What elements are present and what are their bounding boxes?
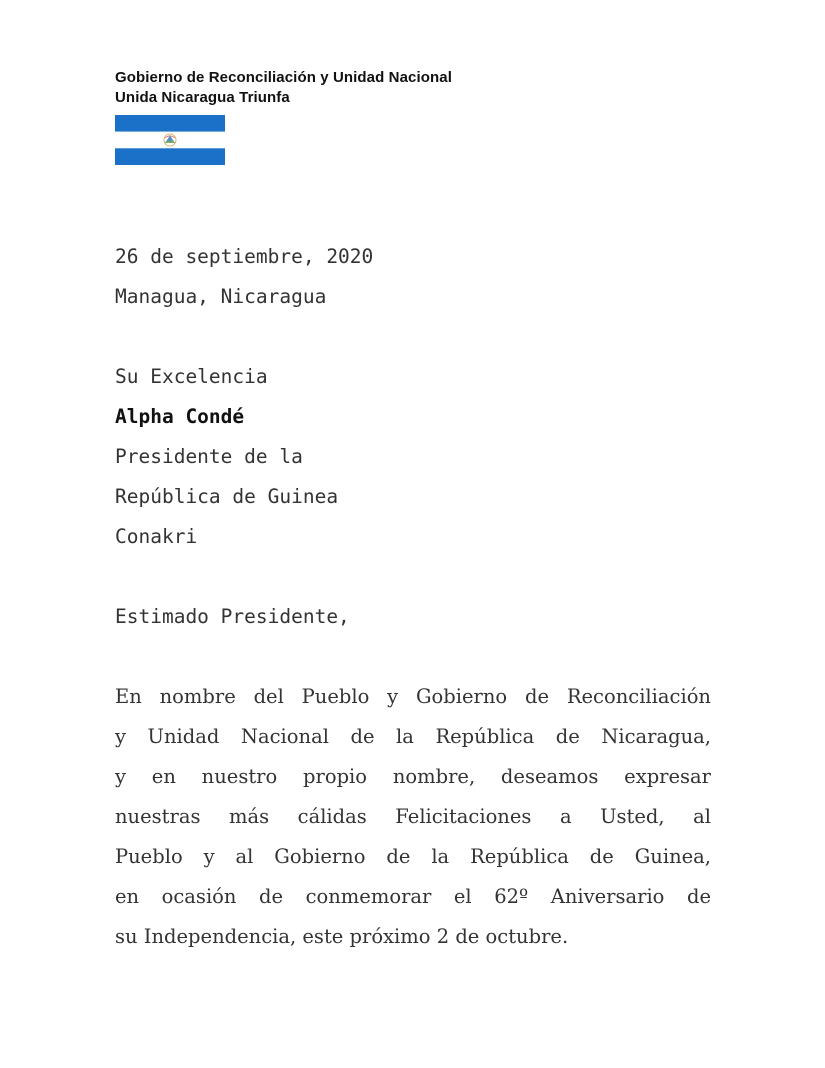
body-line: nuestras más cálidas Felicitaciones a Usted, al — [115, 805, 711, 828]
recipient-title: Su Excelencia — [115, 365, 268, 388]
recipient-position-line2: República de Guinea — [115, 485, 339, 508]
body-line: y Unidad Nacional de la República de Nicaragua, — [115, 725, 711, 748]
letter-date: 26 de septiembre, 2020 — [115, 245, 374, 268]
letterhead-slogan: Unida Nicaragua Triunfa — [115, 89, 290, 106]
recipient-position-line1: Presidente de la — [115, 445, 303, 468]
recipient-city: Conakri — [115, 525, 198, 548]
letter-greeting: Estimado Presidente, — [115, 605, 350, 628]
body-line: En nombre del Pueblo y Gobierno de Reconciliación — [115, 685, 711, 708]
letter-body — [115, 677, 711, 957]
body-line: y en nuestro propio nombre, deseamos expresar — [115, 765, 711, 788]
letterhead-government: Gobierno de Reconciliación y Unidad Nacional — [115, 69, 452, 86]
letter-place: Managua, Nicaragua — [115, 285, 327, 308]
body-line: su Independencia, este próximo 2 de octubre. — [115, 925, 569, 948]
recipient-name: Alpha Condé — [115, 405, 245, 428]
body-line: Pueblo y al Gobierno de la República de Guinea, — [115, 845, 711, 868]
letterhead — [115, 68, 452, 108]
body-line: en ocasión de conmemorar el 62º Aniversario de — [115, 885, 711, 908]
nicaragua-flag-icon — [115, 115, 225, 165]
